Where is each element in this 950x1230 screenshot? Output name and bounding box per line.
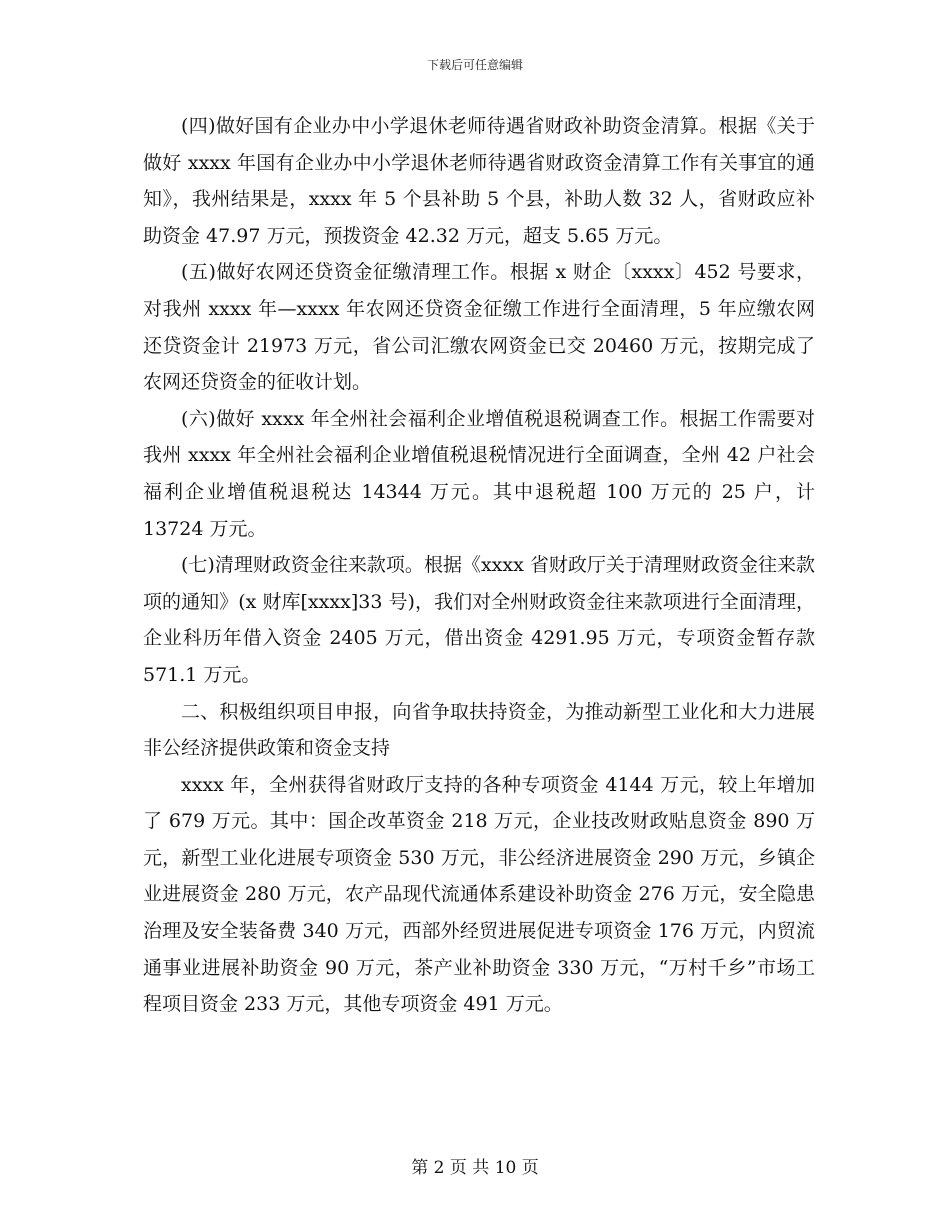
paragraph-funding-summary: xxxx 年，全州获得省财政厅支持的各种专项资金 4144 万元，较上年增加了 679 万元。其中：国企改革资金 218 万元，企业技改财政贴息资金 890 万元，新型工业化进展专项资金 530 万元，非公经济进展资金 290 万元，乡镇企业进展资金 280 万元，农产品现代流通体系建设补助资金 276 万元，安全隐患治理及安全装备费 340 万元，西部外经贸进展促进专项资金 176 万元，内贸流通事业进展补助资金 90 万元，茶产业补助资金 330 万元，“万村千乡”市场工程项目资金 233 万元，其他专项资金 491 万元。 — [143, 773, 815, 1016]
paragraph-section-4: (四)做好国有企业办中小学退休老师待遇省财政补助资金清算。根据《关于做好 xxxx 年国有企业办中小学退休老师待遇省财政资金清算工作有关事宜的通知》，我州结果是，xxxx 年 5 个县补助 5 个县，补助人数 32 人，省财政应补助资金 47.97 万元，预拨资金 42.32 万元，超支 5.65 万元。 — [143, 115, 815, 247]
paragraph-section-5: (五)做好农网还贷资金征缴清理工作。根据 x 财企〔xxxx〕452 号要求，对我州 xxxx 年—xxxx 年农网还贷资金征缴工作进行全面清理，5 年应缴农网还贷资金计 21973 万元，省公司汇缴农网资金已交 20460 万元，按期完成了农网还贷资金的征收计划。 — [143, 261, 815, 394]
paragraph-section-6: (六)做好 xxxx 年全州社会福利企业增值税退税调查工作。根据工作需要对我州 xxxx 年全州社会福利企业增值税退税情况进行全面调查，全州 42 户社会福利企业增值税退税达 14344 万元。其中退税超 100 万元的 25 户，计 13724 万元。 — [143, 407, 815, 540]
page-footer: 第 2 页 共 10 页 — [411, 1158, 539, 1178]
page-header: 下载后可任意编辑 — [426, 58, 523, 72]
document-body — [143, 108, 815, 1023]
section-heading-2: 二、积极组织项目申报，向省争取扶持资金，为推动新型工业化和大力进展非公经济提供政策和资金支持 — [143, 700, 815, 760]
paragraph-section-7: (七)清理财政资金往来款项。根据《xxxx 省财政厅关于清理财政资金往来款项的通知》(x 财库[xxxx]33 号)，我们对全州财政资金往来款项进行全面清理，企业科历年借入资金 2405 万元，借出资金 4291.95 万元，专项资金暂存款 571.1 万元。 — [143, 554, 815, 686]
